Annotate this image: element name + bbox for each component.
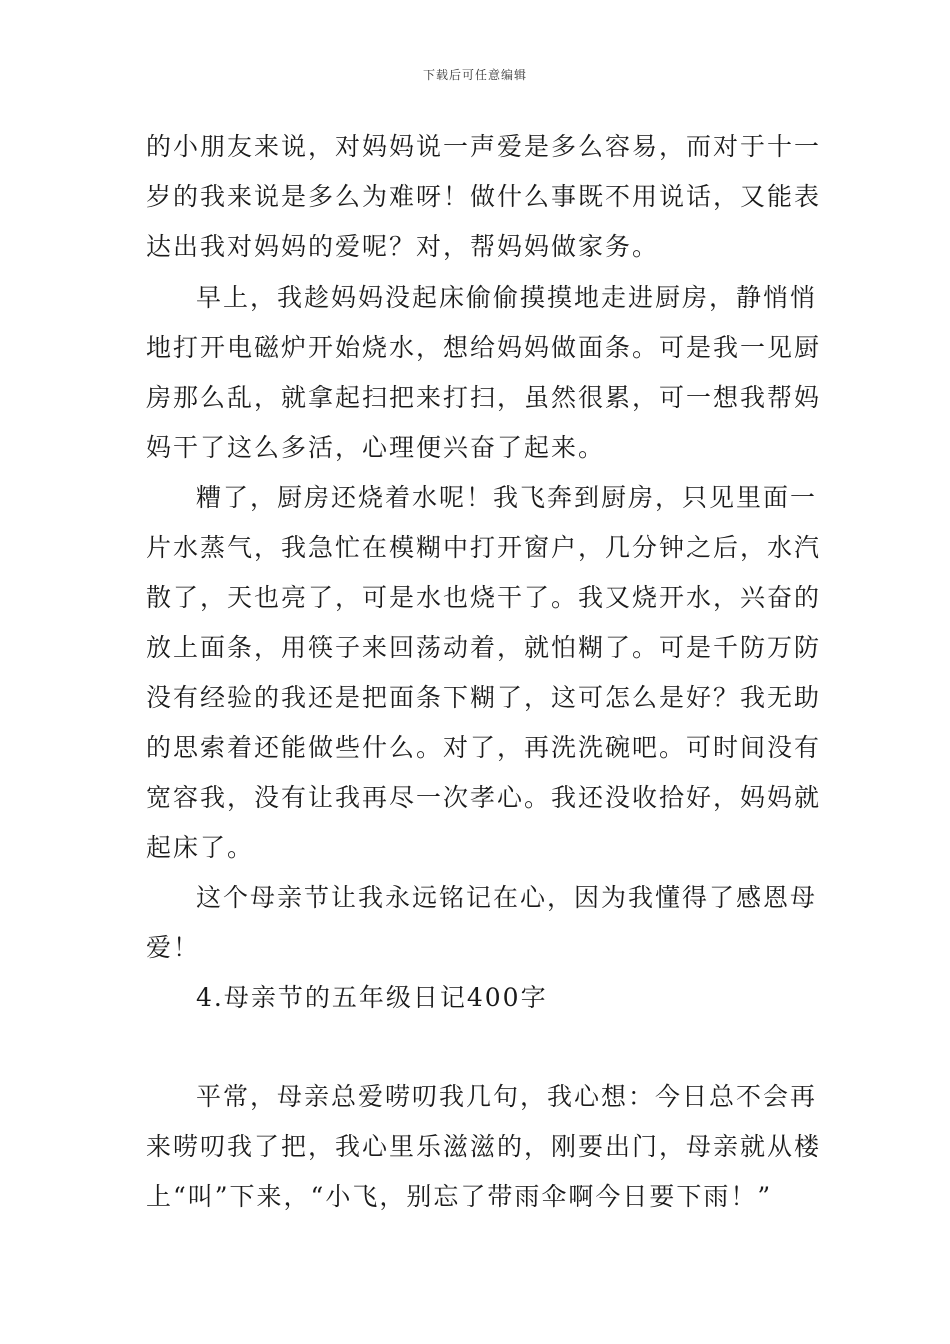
text-line: 的思索着还能做些什么。对了，再洗洗碗吧。可时间没有 xyxy=(146,733,822,762)
paragraph-start-line: 这个母亲节让我永远铭记在心，因为我懂得了感恩母 xyxy=(196,883,818,912)
text-line: 起床了。 xyxy=(146,833,255,862)
paragraph-start-line: 糟了，厨房还烧着水呢！我飞奔到厨房，只见里面一 xyxy=(196,483,818,512)
text-line: 宽容我，没有让我再尽一次孝心。我还没收拾好，妈妈就 xyxy=(146,783,822,812)
text-line: 片水蒸气，我急忙在模糊中打开窗户，几分钟之后，水汽 xyxy=(146,533,822,562)
page-header: 下载后可任意编辑 xyxy=(422,68,527,82)
section-heading: 4.母亲节的五年级日记400字 xyxy=(196,983,548,1012)
text-line: 达出我对妈妈的爱呢？对，帮妈妈做家务。 xyxy=(146,232,660,261)
text-line: 房那么乱，就拿起扫把来打扫，虽然很累，可一想我帮妈 xyxy=(146,383,822,412)
text-line: 岁的我来说是多么为难呀！做什么事既不用说话，又能表 xyxy=(146,182,822,211)
text-line: 妈干了这么多活，心理便兴奋了起来。 xyxy=(146,433,606,462)
paragraph-start-line: 早上，我趁妈妈没起床偷偷摸摸地走进厨房，静悄悄 xyxy=(196,283,818,312)
text-line: 的小朋友来说，对妈妈说一声爱是多么容易，而对于十一 xyxy=(146,132,822,161)
text-line: 上“叫”下来，“小飞，别忘了带雨伞啊今日要下雨！” xyxy=(146,1182,773,1211)
text-line: 地打开电磁炉开始烧水，想给妈妈做面条。可是我一见厨 xyxy=(146,333,822,362)
text-line: 没有经验的我还是把面条下糊了，这可怎么是好？我无助 xyxy=(146,683,822,712)
text-line: 爱！ xyxy=(146,933,201,962)
text-line: 散了，天也亮了，可是水也烧干了。我又烧开水，兴奋的 xyxy=(146,583,822,612)
text-line: 来唠叨我了把，我心里乐滋滋的，刚要出门，母亲就从楼 xyxy=(146,1132,822,1161)
text-line: 放上面条，用筷子来回荡动着，就怕糊了。可是千防万防 xyxy=(146,633,822,662)
paragraph-start-line: 平常，母亲总爱唠叨我几句，我心想：今日总不会再 xyxy=(196,1082,818,1111)
